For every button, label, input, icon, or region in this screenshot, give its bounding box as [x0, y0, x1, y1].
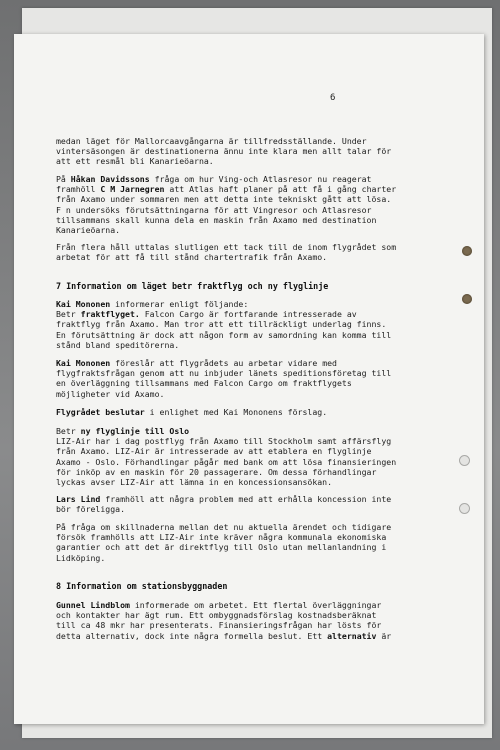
section-heading-7: 7 Information om läget betr fraktflyg och ny flyglinje: [56, 281, 329, 291]
text-run: informerar enligt följande: Betr: [56, 299, 249, 320]
paragraph-2: [56, 174, 401, 235]
paragraph-9: [56, 522, 401, 563]
paragraph-10: [56, 600, 401, 641]
text-run: LIZ-Air har i dag postflyg från Axamo till Stockholm samt affärsflyg från Axamo. LIZ-Air är intresserade av att etablera en flyglinje Axamo - Oslo. Förhandlingar pågår med bank om att lösa finansieringen för inköp av en maskin för 20 passagerare. Om dessa förhandlingar lyckas avser LIZ-Air att lämna in en koncessionsansökan.: [56, 436, 397, 488]
text-run: Från flera håll uttalas slutligen ett tack till de inom flygrådet som arbetat för att få till stånd chartertrafik från Axamo.: [56, 242, 397, 263]
bold-text-run: ny flyglinje till Oslo: [80, 426, 190, 436]
text-run: medan läget för Mallorcaavgångarna är tillfredsställande. Under vintersäsongen är destinationerna ännu inte klara men allt talar för att ett resmål bli Kanarieöarna.: [56, 136, 392, 167]
text-run: Betr: [56, 426, 81, 436]
text-run: På fråga om skillnaderna mellan det nu aktuella ärendet och tidigare försök framhölls att LIZ-Air inte kräver några kommunala ekonomiska garantier och att det är direktflyg till Oslo utan mellanlandning i Lidköping.: [56, 522, 392, 563]
bold-text-run: Kai Mononen: [56, 358, 111, 368]
bold-text-run: alternativ: [327, 630, 377, 641]
text-run: fråga om hur Ving-och Atlasresor nu reagerat framhöll: [56, 174, 372, 195]
paragraph-3: [56, 242, 401, 262]
binder-hole: [459, 503, 470, 514]
text-run: framhöll att några problem med att erhålla koncession inte bör föreligga.: [56, 494, 392, 515]
bold-text-run: Kai Mononen: [56, 299, 111, 309]
bold-text-run: Flygrådet beslutar: [56, 407, 145, 417]
paragraph-5: [56, 358, 401, 399]
text-run: På: [56, 174, 71, 184]
text-run: Falcon Cargo är fortfarande intresserade av fraktflyg från Axamo. Man tror att ett tillräckligt underlag finns. En förutsättning är dock att någon form av samordning kan komma till stånd bland speditörerna.: [56, 309, 392, 350]
paragraph-1: [56, 136, 401, 167]
bold-text-run: fraktflyget.: [80, 309, 140, 320]
text-run: informerade om arbetet. Ett flertal överläggningar och kontakter har ägt rum. Ett ombyggnadsförslag kostnadsberäknat till ca 48 mkr har presenterats. Finansieringsfrågan har lösts för detta alternativ, dock inte några formella beslut. Ett: [56, 600, 382, 641]
section-heading-8: 8 Information om stationsbyggnaden: [56, 581, 228, 591]
bold-text-run: Gunnel Lindblom: [56, 600, 130, 610]
binder-hole: [459, 455, 470, 466]
bold-text-run: C M Jarnegren: [100, 184, 165, 195]
page-number: 6: [330, 93, 336, 103]
bold-text-run: Håkan Davidssons: [70, 174, 150, 184]
text-run: föreslår att flygrådets au arbetar vidare med flygfraktsfrågan genom att nu inbjuder länets speditionsföretag till en överläggning tillsammans med Falcon Cargo om fraktflygets möjligheter vid Axamo.: [56, 358, 392, 399]
bold-text-run: Lars Lind: [56, 494, 101, 504]
paragraph-7: [56, 426, 401, 487]
text-run: att Atlas haft planer på att få i gång charter från Axamo under sommaren men att detta inte tekniskt gått att lösa. F n undersöks förutsättningarna för att Vingresor och Atlasresor tillsammans skall kunna dela en maskin från Axamo med destination Kanarieöarna.: [56, 184, 397, 236]
paragraph-8: [56, 494, 401, 514]
paragraph-6: [56, 407, 401, 417]
text-run: är: [376, 630, 392, 641]
text-run: i enlighet med Kai Mononens förslag.: [144, 407, 328, 417]
binder-hole: [462, 246, 472, 256]
binder-hole: [462, 294, 472, 304]
paragraph-4: [56, 299, 401, 350]
